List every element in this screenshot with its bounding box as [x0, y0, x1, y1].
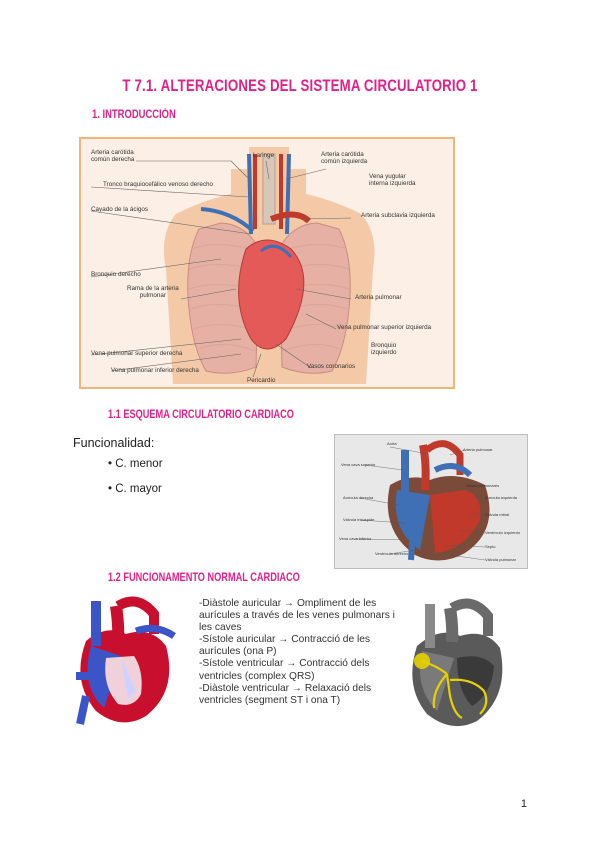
label-laringe: Laringe: [253, 152, 275, 159]
label-ventriculo-derecho: Ventrículo derecho: [375, 551, 409, 556]
heart-conduction-illustration: [402, 596, 514, 736]
bullet-item: • C. mayor: [108, 483, 162, 495]
heart-chambers-illustration: [66, 596, 186, 731]
section-heading-funcionamento: 1.2 FUNCIONAMENTO NORMAL CARDIACO: [108, 572, 300, 584]
label-aorta: Aorta: [387, 441, 397, 446]
label-cayado-acigos: Cayado de la ácigos: [91, 206, 149, 213]
heart-diagram-illustration: [335, 435, 528, 569]
page-title: T 7.1. ALTERACIONES DEL SISTEMA CIRCULATORIO 1: [122, 76, 478, 95]
label-bronquio-izquierdo: Bronquio izquierdo: [371, 342, 397, 357]
cycle-line: ventricles (complex QRS): [199, 670, 315, 682]
thorax-anatomy-figure: [79, 137, 455, 389]
funcionalidad-label: Funcionalidad:: [73, 436, 155, 450]
cycle-line: aurícules (ona P): [199, 646, 277, 658]
cycle-line: les caves: [199, 622, 242, 634]
bullet-text: C. menor: [115, 458, 163, 470]
label-tronco-braquiocefalico: Tronco braquiocefálico venoso derecho: [103, 181, 214, 188]
label-valvula-pulmonar: Válvula pulmonar: [485, 557, 516, 562]
cycle-line: -Sístole ventricular → Contracció dels: [199, 658, 370, 670]
section-heading-introduccion: 1. INTRODUCCIÓN: [92, 109, 176, 121]
label-vena-cava-superior: Vena cava superior: [341, 462, 376, 467]
label-carotida-izquierda: Arteria carótida común izquierda: [321, 151, 368, 166]
cycle-line: -Sístole auricular → Contracció de les: [199, 634, 370, 646]
label-valvula-tricuspide: Válvula tricúspide: [343, 517, 375, 522]
bullet-item: • C. menor: [108, 458, 163, 470]
label-vena-pulmonar-sup-der: Vena pulmonar superior derecha: [91, 350, 183, 357]
label-septo: Septo: [485, 544, 496, 549]
label-vena-pulmonar-inf-der: Vena pulmonar inferior derecha: [111, 367, 199, 374]
label-arteria-subclavia: Arteria subclavia izquierda: [361, 212, 435, 219]
label-arteria-pulmonar: Arteria pulmonar: [355, 294, 402, 301]
cycle-line: ventricles (segment ST i ona T): [199, 694, 341, 706]
bullet-text: C. mayor: [115, 483, 162, 495]
label-vena-cava-inferior: Vena cava inferior: [339, 536, 372, 541]
label-vasos-coronarios: Vasos coronarios: [307, 363, 356, 370]
label-bronquio-derecho: Bronquio derecho: [91, 271, 141, 278]
cycle-line: aurícules a través de les venes pulmonars i: [199, 610, 395, 622]
label-pericardio: Pericardio: [247, 377, 276, 384]
label-vena-yugular: Vena yugular interna izquierda: [369, 173, 416, 188]
cardiac-cycle-description: [199, 598, 399, 707]
page-number: 1: [520, 798, 527, 810]
label-auricula-derecha: Aurícula derecha: [343, 495, 374, 500]
label-ventriculo-izquierdo: Ventrículo izquierdo: [485, 530, 521, 535]
label-venas-pulmonares: Venas pulmonares: [466, 483, 500, 488]
heart-circulation-figure: [334, 434, 528, 569]
label-carotida-derecha: Arteria carótida común derecha: [91, 149, 135, 164]
label-vena-pulmonar-sup-izq: Vena pulmonar superior izquierda: [337, 324, 432, 331]
label-auricula-izquierda: Aurícula izquierda: [485, 495, 518, 500]
section-heading-esquema: 1.1 ESQUEMA CIRCULATORIO CARDIACO: [108, 409, 294, 421]
cycle-line: -Diàstole ventricular → Relaxació dels: [199, 682, 372, 694]
label-valvula-mitral: Válvula mitral: [485, 512, 510, 517]
cycle-line: -Diàstole auricular → Ompliment de les: [199, 598, 377, 609]
label-rama-arteria-pulmonar: Rama de la arteria pulmonar: [127, 285, 179, 300]
label-arteria-pulmonar-2: Arteria pulmonar: [463, 447, 493, 452]
